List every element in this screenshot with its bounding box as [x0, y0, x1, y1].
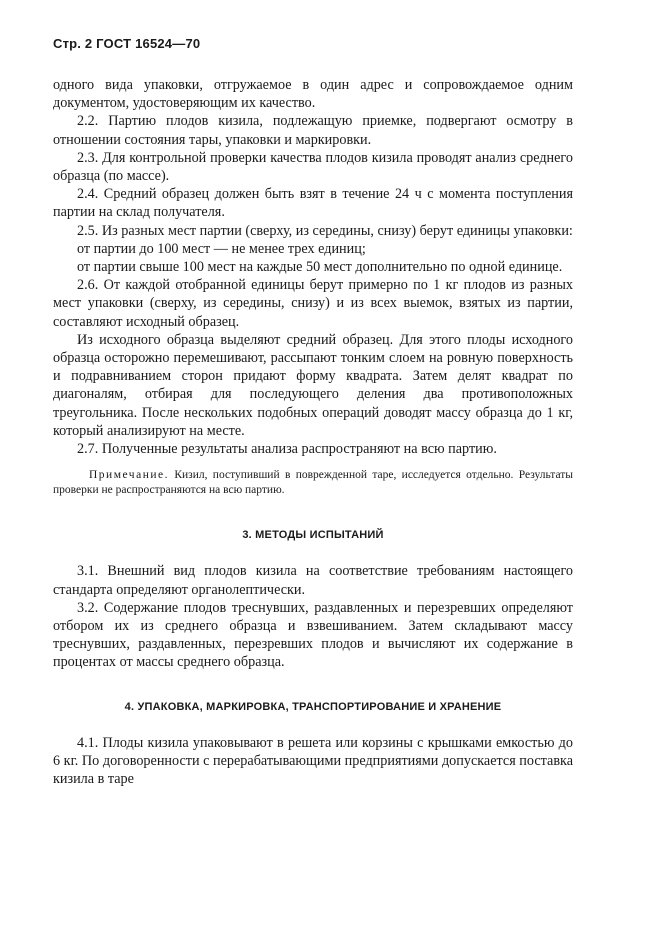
paragraph-2-6: 2.6. От каждой отобранной единицы берут примерно по 1 кг плодов из разных мест упаковки (сверху, из середины, снизу) и из всех выемок, взятых из партии, составляют исходный образец.	[53, 277, 573, 330]
paragraph-3-2: 3.2. Содержание плодов треснувших, раздавленных и перезревших определяют отбором их из среднего образца и взвешиванием. Затем складывают массу треснувших, раздавленных, перезревших плодов и вычисляют их содержание в процентах от массы среднего образца.	[53, 599, 573, 671]
paragraph-continuation: одного вида упаковки, отгружаемое в один адрес и сопровождаемое одним документом, удостоверяющим их качество.	[53, 77, 573, 112]
paragraph-2-4: 2.4. Средний образец должен быть взят в течение 24 ч с момента поступления партии на склад получателя.	[53, 186, 573, 221]
paragraph-2-5-item-1: от партии до 100 мест — не менее трех единиц;	[77, 240, 366, 257]
page-header: Стр. 2 ГОСТ 16524—70	[53, 36, 201, 51]
paragraph-2-5-item-2: от партии свыше 100 мест на каждые 50 мест дополнительно по одной единице.	[77, 259, 563, 276]
paragraph-3-1: 3.1. Внешний вид плодов кизила на соответствие требованиям настоящего стандарта определяют органолептически.	[53, 563, 573, 598]
note	[53, 468, 573, 498]
paragraph-2-3: 2.3. Для контрольной проверки качества плодов кизила проводят анализ среднего образца (по массе).	[53, 149, 573, 185]
section-3-title: 3. МЕТОДЫ ИСПЫТАНИЙ	[242, 529, 384, 542]
paragraph-2-7: 2.7. Полученные результаты анализа распространяют на всю партию.	[77, 441, 497, 458]
document-body	[53, 76, 573, 789]
note-label: Примечание.	[89, 469, 169, 482]
paragraph-4-1: 4.1. Плоды кизила упаковывают в решета или корзины с крышками емкостью до 6 кг. По договоренности с перерабатывающими предприятиями допускается поставка кизила в таре	[53, 734, 573, 788]
paragraph-2-6-detail: Из исходного образца выделяют средний образец. Для этого плоды исходного образца осторожно перемешивают, рассыпают тонким слоем на ровную поверхность и подравниванием сторон придают форму квадрата. Затем делят квадрат по диагоналям, отбирая для последующего деления два противоположных треугольника. После нескольких подобных операций доводят массу образца до 1 кг, который анализируют на месте.	[53, 331, 573, 439]
section-4-title: 4. УПАКОВКА, МАРКИРОВКА, ТРАНСПОРТИРОВАНИЕ И ХРАНЕНИЕ	[124, 700, 502, 713]
paragraph-2-5: 2.5. Из разных мест партии (сверху, из середины, снизу) берут единицы упаковки:	[77, 222, 573, 239]
paragraph-2-2: 2.2. Партию плодов кизила, подлежащую приемке, подвергают осмотру в отношении состояния тары, упаковки и маркировки.	[53, 113, 573, 148]
note-text: Кизил, поступивший в поврежденной таре, исследуется отдельно. Результаты проверки не распространяются на всю партию.	[53, 469, 574, 497]
